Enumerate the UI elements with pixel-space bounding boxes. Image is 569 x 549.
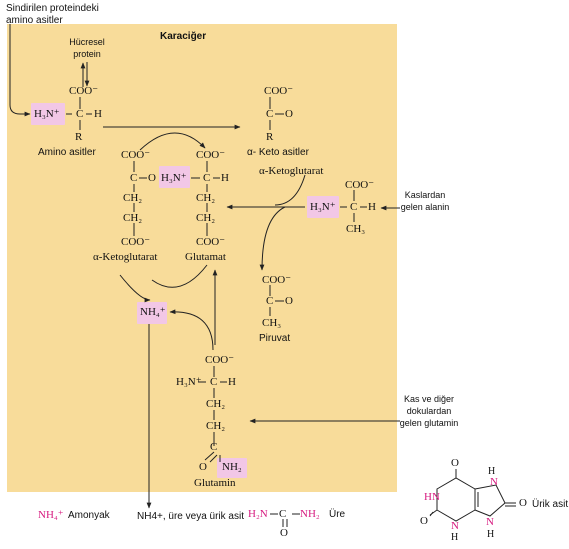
akg-ch2-1: CH₂ [123, 192, 143, 204]
gln-c: C [210, 376, 218, 388]
ammonia-legend-label: Amonyak [68, 510, 110, 521]
akg-left-label: α-Ketoglutarat [93, 251, 158, 263]
pyr-coo: COO⁻ [262, 274, 292, 286]
uric-o-right: O [519, 497, 527, 509]
gln-ch2-2: CH₂ [206, 420, 226, 432]
glu-coo-bottom: COO⁻ [196, 236, 226, 248]
urea-o: O [280, 527, 288, 539]
ammonium: NH₄⁺ [140, 306, 166, 318]
gln-nh2: NH₂ [222, 461, 242, 473]
uric-h-bottom: H [451, 532, 459, 543]
amino-h3n: H₃N⁺ [34, 108, 60, 120]
uric-h-top-right: H [488, 466, 496, 477]
glu-ch2-2: CH₂ [196, 212, 216, 224]
muscle-alanine-label: Kaslardan gelen alanin [400, 190, 450, 212]
gln-h3n: H₃N⁺ [176, 376, 202, 388]
uric-n-bottom-right: N [486, 516, 494, 528]
glutamine-label: Glutamin [194, 477, 236, 489]
keto-coo: COO⁻ [264, 85, 294, 97]
liver-title: Karaciğer [160, 31, 207, 42]
pyr-o: O [285, 295, 293, 307]
uric-n-top-right: N [490, 476, 498, 488]
gln-o: O [199, 461, 207, 473]
urea-label: Üre [329, 509, 346, 520]
uric-hn: HN [424, 491, 440, 503]
uric-o-top: O [451, 457, 459, 469]
urea-nh2: NH₂ [300, 508, 320, 520]
keto-acids-label: α- Keto asitler [247, 147, 309, 158]
urea-c: C [279, 508, 287, 520]
pyr-c: C [266, 295, 274, 307]
glutamate-label: Glutamat [185, 251, 226, 263]
amino-c: C [76, 108, 84, 120]
legend-ammonium: NH₄⁺ [38, 509, 64, 521]
glu-c: C [203, 172, 211, 184]
ala-c: C [350, 201, 358, 213]
pyr-ch3: CH₃ [262, 317, 282, 329]
uric-acid-label: Ürik asit [532, 499, 569, 510]
cellular-protein-label: Hücresel protein [69, 37, 105, 59]
akg-c: C [130, 172, 138, 184]
glu-h: H [221, 172, 229, 184]
keto-r: R [266, 131, 274, 143]
amino-acids-label: Amino asitler [38, 147, 96, 158]
urea-h2n: H₂N [248, 508, 268, 520]
pyruvate-label: Piruvat [259, 333, 291, 344]
glu-ch2-1: CH₂ [196, 192, 216, 204]
tissue-glutamine-label: Kas ve diğer dokulardan gelen glutamin [399, 394, 459, 428]
ala-h3n: H₃N⁺ [310, 201, 336, 213]
uric-h-bottom-right: H [487, 529, 495, 540]
digested-amino-acids-label: Sindirilen proteindeki amino asitler [6, 3, 99, 26]
gln-coo: COO⁻ [205, 354, 235, 366]
ala-ch3: CH₃ [346, 223, 366, 235]
akg-o: O [148, 172, 156, 184]
akg-coo-top: COO⁻ [121, 149, 151, 161]
ala-coo: COO⁻ [345, 179, 375, 191]
gln-h: H [228, 376, 236, 388]
digest-arrow [10, 24, 30, 114]
akg-coo-bottom: COO⁻ [121, 236, 151, 248]
amino-coo: COO⁻ [69, 85, 99, 97]
amino-r: R [75, 131, 83, 143]
uric-n-bottom: N [451, 520, 459, 532]
gln-ch2-1: CH₂ [206, 398, 226, 410]
nh4-fate-label: NH4+, üre veya ürik asit [137, 511, 244, 522]
gln-c-amide: C [210, 441, 218, 453]
akg-ch2-2: CH₂ [123, 212, 143, 224]
keto-c: C [266, 108, 274, 120]
amino-h: H [94, 108, 102, 120]
ala-h: H [368, 201, 376, 213]
akg-top-label: α-Ketoglutarat [259, 165, 324, 177]
glu-coo-top: COO⁻ [196, 149, 226, 161]
uric-o-left: O [420, 515, 428, 527]
glu-h3n: H₃N⁺ [161, 172, 187, 184]
keto-o: O [285, 108, 293, 120]
